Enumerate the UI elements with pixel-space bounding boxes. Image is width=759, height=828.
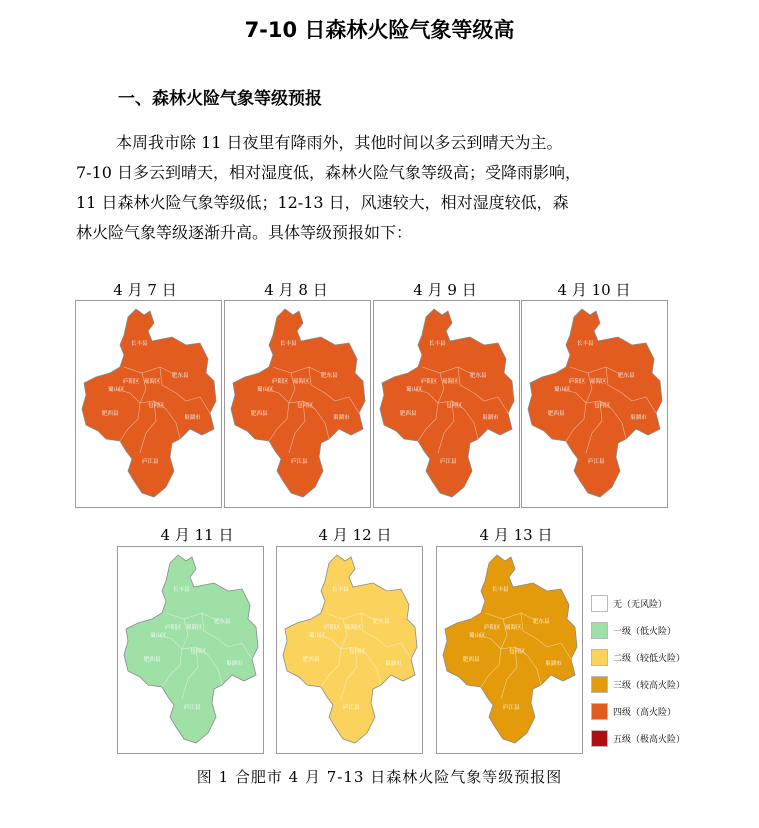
district-label: 蜀山区 <box>150 633 167 639</box>
district-label: 巢湖市 <box>226 661 243 667</box>
district-label: 包河区 <box>190 649 207 655</box>
district-label: 蜀山区 <box>108 387 125 393</box>
district-label: 长丰县 <box>577 341 594 347</box>
district-label: 蜀山区 <box>257 387 274 393</box>
map-date-label: 4 月 8 日 <box>264 281 328 299</box>
district-label: 巢湖市 <box>545 661 562 667</box>
hefei-map <box>118 547 265 755</box>
district-label: 庐阳区 <box>324 625 341 631</box>
district-label: 瑶海区 <box>293 379 310 385</box>
district-label: 肥东县 <box>321 373 338 379</box>
hefei-map <box>374 301 521 509</box>
district-label: 瑶海区 <box>345 625 362 631</box>
district-label: 肥西县 <box>251 411 268 417</box>
map-date-label: 4 月 12 日 <box>318 526 392 544</box>
legend-label: 二级（较低火险） <box>613 654 686 664</box>
district-label: 庐阳区 <box>272 379 289 385</box>
district-label: 肥西县 <box>303 657 320 663</box>
paragraph-line: 7-10 日多云到晴天，相对湿度低，森林火险气象等级高；受降雨影响， <box>76 163 582 182</box>
legend-item <box>583 672 693 698</box>
district-label: 长丰县 <box>173 587 190 593</box>
district-label: 巢湖市 <box>184 415 201 421</box>
district-label: 蜀山区 <box>309 633 326 639</box>
district-label: 庐阳区 <box>165 625 182 631</box>
district-label: 肥东县 <box>214 619 231 625</box>
district-label: 瑶海区 <box>144 379 161 385</box>
district-label: 庐阳区 <box>569 379 586 385</box>
district-label: 庐阳区 <box>421 379 438 385</box>
district-label: 庐江县 <box>291 459 308 465</box>
district-label: 包河区 <box>297 403 314 409</box>
document-title: 7-10 日森林火险气象等级高 <box>244 18 515 42</box>
district-label: 长丰县 <box>280 341 297 347</box>
hefei-map <box>76 301 223 509</box>
hefei-map <box>277 547 424 755</box>
district-label: 包河区 <box>594 403 611 409</box>
legend-item <box>583 645 693 671</box>
district-label: 瑶海区 <box>186 625 203 631</box>
district-label: 肥西县 <box>400 411 417 417</box>
hefei-map <box>522 301 669 509</box>
legend-item <box>583 699 693 725</box>
district-label: 瑶海区 <box>442 379 459 385</box>
map-date-label: 4 月 13 日 <box>479 526 553 544</box>
legend-label: 五级（极高火险） <box>613 735 686 745</box>
district-label: 庐阳区 <box>484 625 501 631</box>
district-label: 包河区 <box>349 649 366 655</box>
hefei-map <box>437 547 584 755</box>
district-label: 长丰县 <box>429 341 446 347</box>
legend-item <box>583 618 693 644</box>
district-label: 包河区 <box>148 403 165 409</box>
legend-swatch <box>591 649 608 666</box>
map-date-label: 4 月 9 日 <box>413 281 477 299</box>
map-date-label: 4 月 11 日 <box>160 526 234 544</box>
district-label: 长丰县 <box>492 587 509 593</box>
district-label: 肥西县 <box>463 657 480 663</box>
hefei-map-panel <box>373 300 520 508</box>
hefei-map-panel <box>436 546 583 754</box>
district-label: 庐江县 <box>503 705 520 711</box>
legend-item <box>583 726 693 752</box>
district-label: 庐江县 <box>343 705 360 711</box>
legend-swatch <box>591 676 608 693</box>
paragraph-line: 本周我市除 11 日夜里有降雨外，其他时间以多云到晴天为主。 <box>116 133 563 152</box>
district-label: 巢湖市 <box>333 415 350 421</box>
district-label: 长丰县 <box>131 341 148 347</box>
district-label: 蜀山区 <box>554 387 571 393</box>
legend-label: 三级（较高火险） <box>613 681 686 691</box>
hefei-map-panel <box>276 546 423 754</box>
hefei-map-panel <box>117 546 264 754</box>
district-label: 巢湖市 <box>630 415 647 421</box>
figure-caption: 图 1 合肥市 4 月 7-13 日森林火险气象等级预报图 <box>196 768 563 786</box>
district-label: 瑶海区 <box>505 625 522 631</box>
legend-label: 四级（高火险） <box>613 708 677 718</box>
legend-swatch <box>591 730 608 747</box>
forecast-paragraph <box>76 128 672 248</box>
hefei-map-panel <box>75 300 222 508</box>
district-label: 庐江县 <box>588 459 605 465</box>
district-label: 肥西县 <box>144 657 161 663</box>
map-date-label: 4 月 7 日 <box>113 281 177 299</box>
section-heading: 一、森林火险气象等级预报 <box>118 89 322 109</box>
legend-swatch <box>591 595 608 612</box>
district-label: 包河区 <box>509 649 526 655</box>
district-label: 长丰县 <box>332 587 349 593</box>
district-label: 蜀山区 <box>406 387 423 393</box>
district-label: 包河区 <box>446 403 463 409</box>
district-label: 肥东县 <box>172 373 189 379</box>
district-label: 肥东县 <box>618 373 635 379</box>
hefei-map-panel <box>224 300 371 508</box>
district-label: 瑶海区 <box>590 379 607 385</box>
district-label: 庐江县 <box>184 705 201 711</box>
district-label: 庐江县 <box>142 459 159 465</box>
district-label: 庐阳区 <box>123 379 140 385</box>
legend-swatch <box>591 703 608 720</box>
paragraph-line: 林火险气象等级逐渐升高。具体等级预报如下： <box>76 223 413 242</box>
district-label: 庐江县 <box>440 459 457 465</box>
hefei-map <box>225 301 372 509</box>
district-label: 肥东县 <box>533 619 550 625</box>
hefei-map-panel <box>521 300 668 508</box>
district-label: 肥东县 <box>373 619 390 625</box>
district-label: 巢湖市 <box>385 661 402 667</box>
legend-swatch <box>591 622 608 639</box>
district-label: 蜀山区 <box>469 633 486 639</box>
legend-label: 无（无风险） <box>613 600 668 610</box>
paragraph-line: 11 日森林火险气象等级低；12-13 日，风速较大，相对湿度较低，森 <box>76 193 569 212</box>
legend-label: 一级（低火险） <box>613 627 677 637</box>
district-label: 肥西县 <box>102 411 119 417</box>
district-label: 肥东县 <box>470 373 487 379</box>
district-label: 巢湖市 <box>482 415 499 421</box>
map-date-label: 4 月 10 日 <box>557 281 631 299</box>
legend-item <box>583 591 693 617</box>
district-label: 肥西县 <box>548 411 565 417</box>
